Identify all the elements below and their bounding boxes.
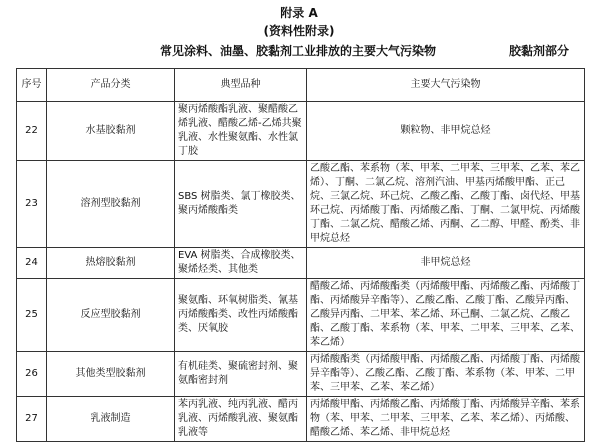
row-number: 26 [17, 352, 47, 397]
table-row [17, 102, 585, 161]
pollutant-table [16, 68, 585, 442]
row-typical-products: 有机硅类、聚硫密封剂、聚氨酯密封剂 [175, 352, 307, 397]
row-number: 23 [17, 161, 47, 248]
header-pollutants: 主要大气污染物 [307, 69, 585, 102]
row-pollutants: 颗粒物、非甲烷总烃 [307, 102, 585, 161]
row-typical-products: 苯丙乳液、纯丙乳液、醋丙乳液、丙烯酸乳液、聚氨酯乳液等 [175, 397, 307, 442]
row-pollutants: 乙酸乙酯、苯系物（苯、甲苯、二甲苯、三甲苯、乙苯、苯乙烯）、丁酮、二氯乙烷、溶剂汽油、甲基丙烯酸甲酯、正己烷、三氯乙烷、环己烷、乙酸乙酯、乙酸丁酯、卤代烃、甲基环己烷、丙烯酸丁酯、丙烯酸乙酯、丁酮、二氯甲烷、丙烯酸丁酯、二氯乙烷、醋酸乙烯、丙酮、乙二醇、甲醛、酚类、非甲烷总烃 [307, 161, 585, 248]
table-row [17, 248, 585, 279]
row-number: 27 [17, 397, 47, 442]
table-title: 常见涂料、油墨、胶黏剂工业排放的主要大气污染物 [160, 44, 437, 58]
row-pollutants: 醋酸乙烯、丙烯酸酯类（丙烯酸甲酯、丙烯酸乙酯、丙烯酸丁酯、丙烯酸异辛酯等）、乙酸乙酯、乙酸丁酯、乙酸异丙酯、乙酸异丙酯、二甲苯、苯乙烯、环己酮、二氯乙烷、乙酸乙酯、乙酸丁酯、苯系物（苯、甲苯、二甲苯、三甲苯、乙苯、苯乙烯） [307, 279, 585, 352]
header-typical: 典型品种 [175, 69, 307, 102]
appendix-title: 附录 A [280, 6, 318, 20]
appendix-note: (资料性附录) [263, 24, 335, 38]
row-category: 溶剂型胶黏剂 [47, 161, 175, 248]
table-header-row [17, 69, 585, 102]
row-pollutants: 丙烯酸甲酯、丙烯酸乙酯、丙烯酸丁酯、丙烯酸异辛酯、苯系物（苯、甲苯、二甲苯、三甲苯、乙苯、苯乙烯）、丙烯酸、醋酸乙烯、苯乙烯、非甲烷总烃 [307, 397, 585, 442]
row-typical-products: SBS 树脂类、氯丁橡胶类、聚丙烯酸酯类 [175, 161, 307, 248]
section-label: 胶黏剂部分 [509, 44, 570, 58]
row-pollutants: 丙烯酸酯类（丙烯酸甲酯、丙烯酸乙酯、丙烯酸丁酯、丙烯酸异辛酯等）、乙酸乙酯、乙酸丁酯、苯系物（苯、甲苯、二甲苯、三甲苯、乙苯、苯乙烯） [307, 352, 585, 397]
row-pollutants: 非甲烷总烃 [307, 248, 585, 279]
row-number: 22 [17, 102, 47, 161]
row-category: 水基胶黏剂 [47, 102, 175, 161]
row-typical-products: EVA 树脂类、合成橡胶类、聚烯烃类、其他类 [175, 248, 307, 279]
row-category: 乳液制造 [47, 397, 175, 442]
row-typical-products: 聚丙烯酸酯乳液、聚醋酸乙烯乳液、醋酸乙烯-乙烯共聚乳液、水性聚氨酯、水性氯丁胶 [175, 102, 307, 161]
row-number: 25 [17, 279, 47, 352]
row-category: 反应型胶黏剂 [47, 279, 175, 352]
row-number: 24 [17, 248, 47, 279]
table-row [17, 397, 585, 442]
header-category: 产品分类 [47, 69, 175, 102]
table-body [17, 102, 585, 442]
table-row [17, 161, 585, 248]
table-row [17, 279, 585, 352]
row-category: 其他类型胶黏剂 [47, 352, 175, 397]
header-no: 序号 [17, 69, 47, 102]
row-category: 热熔胶黏剂 [47, 248, 175, 279]
table-row [17, 352, 585, 397]
row-typical-products: 聚氨酯、环氧树脂类、氰基丙烯酸酯类、改性丙烯酸酯类、厌氧胶 [175, 279, 307, 352]
